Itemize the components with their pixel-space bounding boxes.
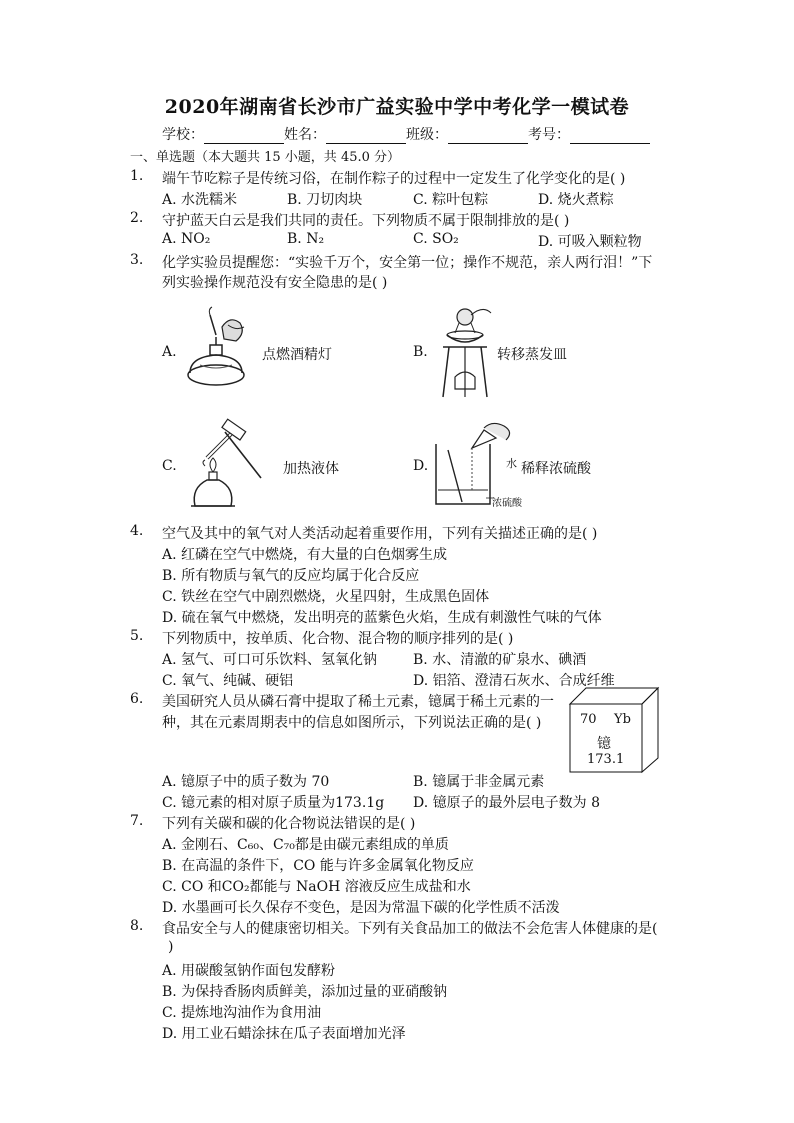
q2-option-a[interactable]: A. NO₂	[162, 231, 211, 247]
q3-option-c[interactable]: C.	[162, 458, 177, 474]
q7-option-d[interactable]: D. 水墨画可长久保存不变色，是因为常温下碳的化学性质不活泼	[162, 900, 560, 916]
question-number: 4.	[130, 523, 144, 539]
question-number: 2.	[130, 210, 144, 226]
q8-option-c[interactable]: C. 提炼地沟油作为食用油	[162, 1005, 322, 1021]
question-6-stem-line1: 美国研究人员从磷石膏中提取了稀土元素，镱属于稀土元素的一	[162, 694, 554, 710]
name-label: 姓名：	[284, 127, 326, 143]
q8-option-d[interactable]: D. 用工业石蜡涂抹在瓜子表面增加光泽	[162, 1026, 406, 1042]
q2-option-b[interactable]: B. N₂	[287, 231, 325, 247]
question-3-stem-line2: 列实验操作规范没有安全隐患的是( )	[162, 275, 388, 291]
school-label: 学校：	[162, 127, 204, 143]
q1-option-d[interactable]: D. 烧火煮粽	[538, 192, 614, 208]
question-number: 3.	[130, 252, 144, 268]
q5-option-a[interactable]: A. 氢气、可口可乐饮料、氢氧化钠	[162, 652, 378, 668]
name-blank[interactable]	[326, 129, 406, 144]
question-1-stem: 端午节吃粽子是传统习俗，在制作粽子的过程中一定发生了化学变化的是( )	[162, 171, 626, 187]
evaporating-dish-figure	[435, 305, 495, 400]
q2-option-c[interactable]: C. SO₂	[413, 231, 459, 247]
q3-option-a[interactable]: A.	[162, 344, 177, 360]
q4-option-c[interactable]: C. 铁丝在空气中剧烈燃烧，火星四射，生成黑色固体	[162, 589, 490, 605]
class-label: 班级：	[406, 127, 448, 143]
exam-no-label: 考号：	[528, 127, 570, 143]
q4-option-a[interactable]: A. 红磷在空气中燃烧，有大量的白色烟雾生成	[162, 547, 448, 563]
q5-option-c[interactable]: C. 氧气、纯碱、硬铝	[162, 673, 294, 689]
q6-option-b[interactable]: B. 镱属于非金属元素	[413, 774, 545, 790]
q1-option-c[interactable]: C. 粽叶包粽	[413, 192, 489, 208]
q3-caption-b: 转移蒸发皿	[497, 347, 567, 363]
question-number: 5.	[130, 628, 144, 644]
question-4-stem: 空气及其中的氧气对人类活动起着重要作用，下列有关描述正确的是( )	[162, 526, 598, 542]
element-symbol: Yb	[614, 712, 631, 727]
water-label: 水	[506, 457, 517, 470]
question-3-stem-line1: 化学实验员提醒您：“实验千万个，安全第一位；操作不规范，亲人两行泪！”下	[162, 255, 653, 271]
q5-option-b[interactable]: B. 水、清澈的矿泉水、碘酒	[413, 652, 587, 668]
element-mass: 173.1	[587, 752, 625, 767]
page-title: 2020年湖南省长沙市广益实验中学中考化学一模试卷	[164, 96, 630, 118]
section-heading: 一、单选题（本大题共 15 小题，共 45.0 分）	[130, 150, 401, 165]
question-8-stem-line2: )	[168, 939, 174, 955]
q3-caption-c: 加热液体	[283, 461, 339, 477]
alcohol-lamp-lighting-figure	[180, 305, 260, 395]
q4-option-b[interactable]: B. 所有物质与氧气的反应均属于化合反应	[162, 568, 420, 584]
q7-option-c[interactable]: C. CO 和CO₂都能与 NaOH 溶液反应生成盐和水	[162, 879, 471, 895]
q3-option-b[interactable]: B.	[413, 344, 428, 360]
student-info-row	[162, 124, 650, 144]
question-7-stem: 下列有关碳和碳的化合物说法错误的是( )	[162, 816, 416, 832]
q6-option-c[interactable]: C. 镱元素的相对原子质量为173.1g	[162, 795, 385, 811]
q5-option-d[interactable]: D. 铝箔、澄清石灰水、合成纤维	[413, 673, 615, 689]
question-5-stem: 下列物质中，按单质、化合物、混合物的顺序排列的是( )	[162, 631, 514, 647]
q3-caption-d: 稀释浓硫酸	[521, 461, 591, 477]
q8-option-b[interactable]: B. 为保持香肠肉质鲜美，添加过量的亚硝酸钠	[162, 984, 448, 1000]
exam-no-blank[interactable]	[570, 129, 650, 144]
question-number: 6.	[130, 691, 144, 707]
class-blank[interactable]	[448, 129, 528, 144]
question-6-stem-line2: 种，其在元素周期表中的信息如图所示，下列说法正确的是( )	[162, 715, 542, 731]
q8-option-a[interactable]: A. 用碳酸氢钠作面包发酵粉	[162, 963, 336, 979]
q6-option-d[interactable]: D. 镱原子的最外层电子数为 8	[413, 795, 600, 811]
question-2-stem: 守护蓝天白云是我们共同的责任。下列物质不属于限制排放的是( )	[162, 213, 570, 229]
element-atomic-number: 70	[580, 712, 597, 727]
q3-caption-a: 点燃酒精灯	[262, 347, 332, 363]
element-name: 镱	[597, 736, 611, 752]
q3-option-d[interactable]: D.	[413, 458, 429, 474]
question-number: 7.	[130, 813, 144, 829]
q7-option-a[interactable]: A. 金刚石、C₆₀、C₇₀都是由碳元素组成的单质	[162, 837, 449, 853]
q7-option-b[interactable]: B. 在高温的条件下，CO 能与许多金属氧化物反应	[162, 858, 474, 874]
q6-option-a[interactable]: A. 镱原子中的质子数为 70	[162, 774, 330, 790]
acid-label: 浓硫酸	[492, 498, 522, 509]
school-blank[interactable]	[204, 129, 284, 144]
q2-option-d[interactable]: D. 可吸入颗粒物	[538, 234, 642, 250]
q1-option-a[interactable]: A. 水洗糯米	[162, 192, 238, 208]
question-number: 1.	[130, 168, 144, 184]
question-8-stem-line1: 食品安全与人的健康密切相关。下列有关食品加工的做法不会危害人体健康的是(	[162, 921, 658, 937]
question-number: 8.	[130, 918, 144, 934]
q4-option-d[interactable]: D. 硫在氧气中燃烧，发出明亮的蓝紫色火焰，生成有刺激性气味的气体	[162, 610, 602, 626]
q1-option-b[interactable]: B. 刀切肉块	[287, 192, 363, 208]
heating-liquid-figure	[185, 418, 270, 510]
